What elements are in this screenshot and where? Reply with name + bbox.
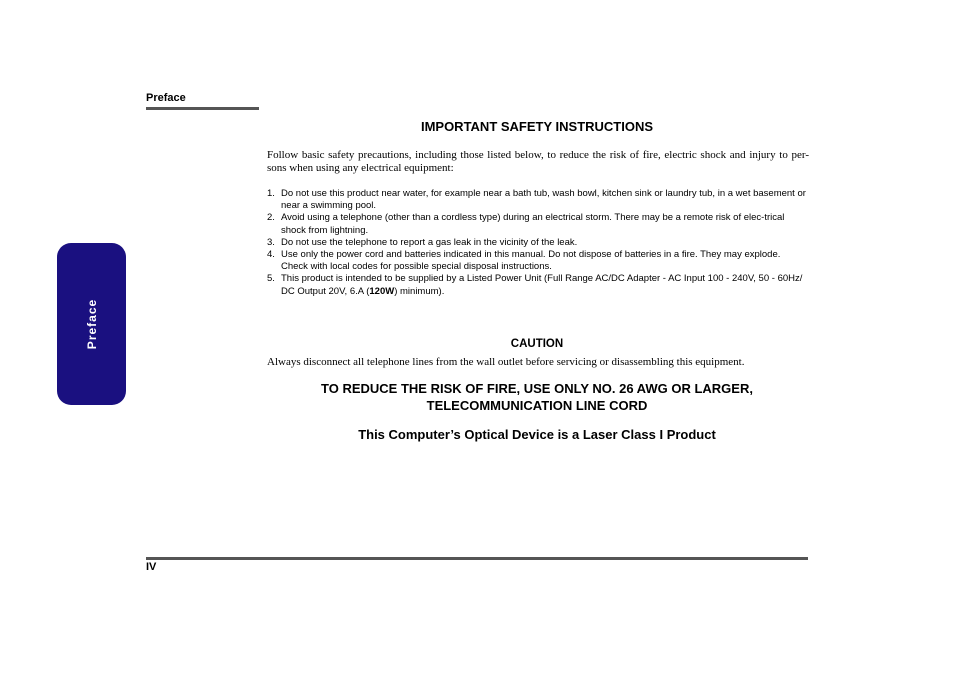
list-item-number: 5. bbox=[267, 273, 275, 285]
intro-paragraph: Follow basic safety precautions, including those listed below, to reduce the risk of fire, electric shock and injury to per-sons when using any electrical equipment: bbox=[267, 149, 809, 174]
caution-text: Always disconnect all telephone lines from the wall outlet before servicing or disassembling this equipment. bbox=[267, 356, 745, 368]
list-item-text-after: ) minimum). bbox=[394, 285, 445, 297]
fire-warning bbox=[267, 380, 807, 414]
safety-list bbox=[267, 188, 809, 298]
running-header: Preface bbox=[146, 92, 186, 104]
list-item bbox=[267, 249, 809, 273]
caution-heading: CAUTION bbox=[510, 338, 564, 350]
side-tab bbox=[57, 243, 126, 405]
list-item-text-before: This product is intended to be supplied by a Listed Power Unit (Full Range AC/DC Adapter - AC Input 100 - 240V, 50 - 60Hz/ DC Output 20V, 6.A ( bbox=[281, 273, 803, 297]
fire-warning-line-2: TELECOMMUNICATION LINE CORD bbox=[426, 398, 648, 413]
list-item-number: 2. bbox=[267, 212, 275, 224]
laser-note: This Computer’s Optical Device is a Laser Class I Product bbox=[358, 427, 716, 442]
list-item-number: 1. bbox=[267, 188, 275, 199]
page-number: IV bbox=[146, 561, 157, 573]
list-item bbox=[267, 212, 809, 236]
list-item-number: 4. bbox=[267, 249, 275, 261]
list-item-text bbox=[281, 273, 802, 296]
list-item bbox=[267, 188, 809, 212]
list-item-text: Avoid using a telephone (other than a cordless type) during an electrical storm. There may be a remote risk of elec-trical shock from lightning. bbox=[281, 212, 785, 236]
wattage-value: 120W bbox=[369, 285, 395, 297]
list-item-number: 3. bbox=[267, 236, 275, 248]
list-item-text: Do not use the telephone to report a gas leak in the vicinity of the leak. bbox=[281, 236, 578, 248]
side-tab-label: Preface bbox=[84, 298, 99, 350]
fire-warning-line-1: TO REDUCE THE RISK OF FIRE, USE ONLY NO. 26 AWG OR LARGER, bbox=[321, 381, 753, 396]
list-item bbox=[267, 273, 809, 297]
footer-rule bbox=[146, 557, 808, 560]
section-title: IMPORTANT SAFETY INSTRUCTIONS bbox=[420, 119, 654, 134]
header-rule bbox=[146, 107, 259, 110]
list-item-text: Use only the power cord and batteries indicated in this manual. Do not dispose of batteries in a fire. They may explode. Check with local codes for possible special disposal instructions. bbox=[281, 249, 781, 273]
list-item bbox=[267, 237, 809, 249]
list-item-text: Do not use this product near water, for example near a bath tub, wash bowl, kitchen sink or laundry tub, in a wet basement or near a swimming pool. bbox=[281, 188, 806, 212]
